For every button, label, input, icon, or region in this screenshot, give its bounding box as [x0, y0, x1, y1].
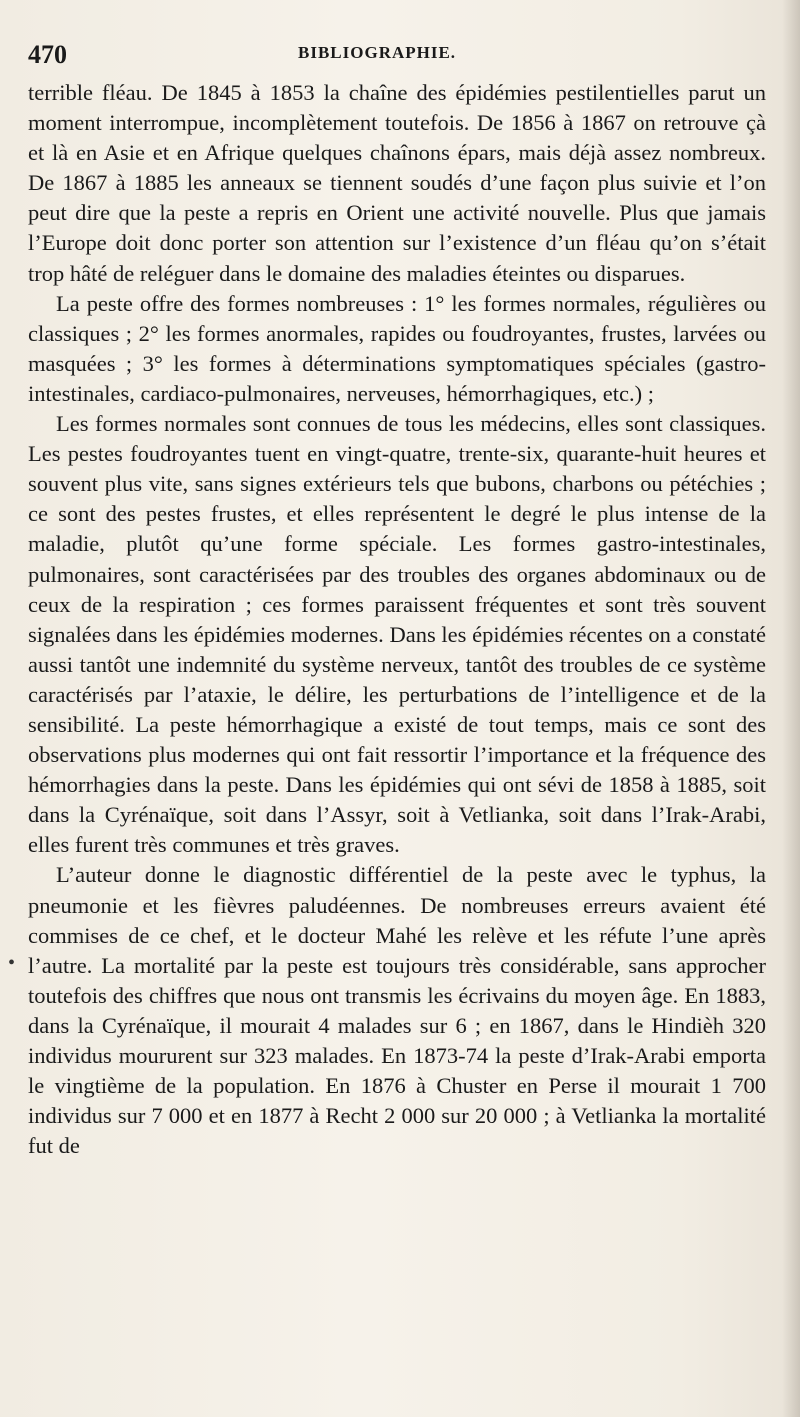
paragraph-normal-forms: Les formes normales sont connues de tous les médecins, elles sont classiques. Les pestes foudroyantes tuent en vingt-quatre, trente-six, quarante-huit heures et souvent plus vite, sans signes extérieurs tels que bubons, charbons ou pétéchies ; ce sont des pestes frustes, et elles représentent le degré le plus intense de la maladie, plutôt qu’une forme spéciale. Les formes gastro-intestinales, pulmonaires, sont caractérisées par des troubles des organes abdominaux ou de ceux de la respiration ; ces formes paraissent fréquentes et sont très souvent signalées dans les épidémies modernes. Dans les épidémies récentes on a constaté aussi tantôt une indemnité du système nerveux, tantôt des troubles de ce système caractérisés par l’ataxie, le délire, les perturbations de l’intelligence et de la sensibilité. La peste hémorrhagique a existé de tout temps, mais ce sont des observations plus modernes qui ont fait ressortir l’importance et la fréquence des hémorrhagies dans la peste. Dans les épidémies qui ont sévi de 1858 à 1885, soit dans la Cyrénaïque, soit dans l’Assyr, soit à Vetlianka, soit dans l’Irak-Arabi, elles furent très communes et très graves. [28, 411, 766, 858]
page-header [28, 40, 768, 74]
paragraph-diagnosis: L’auteur donne le diagnostic différentiel de la peste avec le typhus, la pneumonie et les fièvres paludéennes. De nombreuses erreurs avaient été commises de ce chef, et le docteur Mahé les relève et les réfute l’une après l’autre. La mortalité par la peste est toujours très considérable, sans approcher toutefois des chiffres que nous ont transmis les écrivains du moyen âge. En 1883, dans la Cyrénaïque, il mourait 4 malades sur 6 ; en 1867, dans le Hindièh 320 individus moururent sur 323 malades. En 1873-74 la peste d’Irak-Arabi emporta le vingtième de la population. En 1876 à Chuster en Perse il mourait 1 700 individus sur 7 000 et en 1877 à Recht 2 000 sur 20 000 ; à Vetlianka la mortalité fut de [28, 862, 766, 1159]
margin-mark: • [8, 952, 16, 974]
running-head: BIBLIOGRAPHIE. [298, 43, 457, 62]
paragraph-continuation: terrible fléau. De 1845 à 1853 la chaîne des épidémies pestilentielles parut un moment interrompue, incomplètement toutefois. De 1856 à 1867 on retrouve çà et là en Asie et en Afrique quelques chaînons épars, mais déjà assez nombreux. De 1867 à 1885 les anneaux se tiennent soudés d’une façon plus suivie et l’on peut dire que la peste a repris en Orient une activité nouvelle. Plus que jamais l’Europe doit donc porter son attention sur l’existence d’un fléau qu’on s’était trop hâté de reléguer dans le domaine des maladies éteintes ou disparues. [28, 80, 766, 286]
page-edge-shadow [782, 0, 800, 1417]
page-number: 470 [28, 40, 67, 69]
paragraph-forms: La peste offre des formes nombreuses : 1° les formes normales, régulières ou classiques ; 2° les formes anormales, rapides ou foudroyantes, frustes, larvées ou masquées ; 3° les formes à déterminations symptomatiques spéciales (gastro-intestinales, cardiaco-pulmonaires, nerveuses, hémorrhagiques, etc.) ; [28, 290, 766, 406]
body-text [28, 78, 766, 1161]
